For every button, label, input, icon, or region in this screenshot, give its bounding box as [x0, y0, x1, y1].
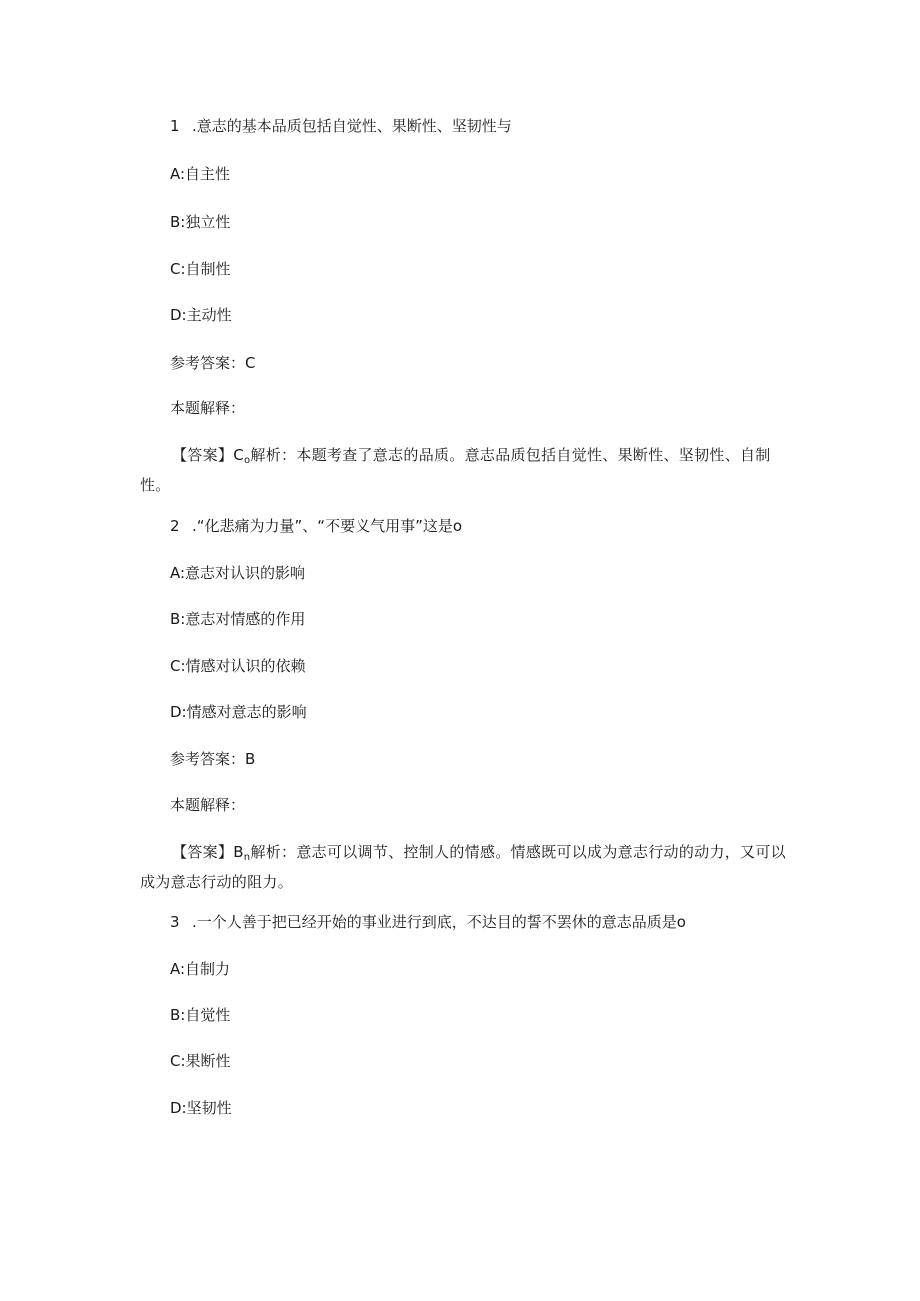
question-2-option-d: D:情感对意志的影响: [170, 703, 307, 721]
question-1-option-a: A:自主性: [170, 165, 231, 183]
question-1-answer: 参考答案：C: [170, 354, 256, 372]
question-2-explain-label: 本题解释：: [170, 796, 246, 814]
question-3-option-a: A:自制力: [170, 960, 231, 978]
question-1-explain-label: 本题解释：: [170, 399, 246, 417]
question-text: .意志的基本品质包括自觉性、果断性、坚韧性与: [192, 117, 512, 135]
question-number: 3: [170, 913, 180, 931]
answer-subscript: o: [243, 455, 251, 466]
question-3-option-b: B:自觉性: [170, 1006, 231, 1024]
question-2-option-c: C:情感对认识的依赖: [170, 657, 306, 675]
question-2-stem: [170, 516, 462, 536]
answer-prefix: 【答案】C: [172, 446, 244, 464]
question-1-option-b: B:独立性: [170, 213, 231, 231]
question-3-stem: [170, 912, 686, 932]
question-1-option-c: C:自制性: [170, 260, 231, 278]
question-2-explanation: [140, 840, 790, 894]
question-2-answer: 参考答案：B: [170, 750, 256, 768]
explanation-text: 解析：本题考查了意志的品质。意志品质包括自觉性、果断性、坚韧性、自制性。: [140, 446, 771, 494]
question-1-stem: [170, 116, 512, 136]
question-3-option-c: C:果断性: [170, 1052, 231, 1070]
question-text: .“化悲痛为力量”、“不要义气用事”这是o: [192, 517, 463, 535]
question-number: 1: [170, 117, 180, 135]
question-1-explanation: [140, 443, 790, 497]
question-1-option-d: D:主动性: [170, 306, 232, 324]
answer-subscript: n: [243, 852, 251, 863]
explanation-text: 解析：意志可以调节、控制人的情感。情感既可以成为意志行动的动力，又可以成为意志行动的阻力。: [140, 843, 786, 891]
question-number: 2: [170, 517, 180, 535]
question-2-option-b: B:意志对情感的作用: [170, 610, 306, 628]
question-text: .一个人善于把已经开始的事业进行到底，不达目的誓不罢休的意志品质是o: [192, 913, 686, 931]
answer-prefix: 【答案】B: [172, 843, 244, 861]
question-3-option-d: D:坚韧性: [170, 1099, 232, 1117]
question-2-option-a: A:意志对认识的影响: [170, 564, 306, 582]
